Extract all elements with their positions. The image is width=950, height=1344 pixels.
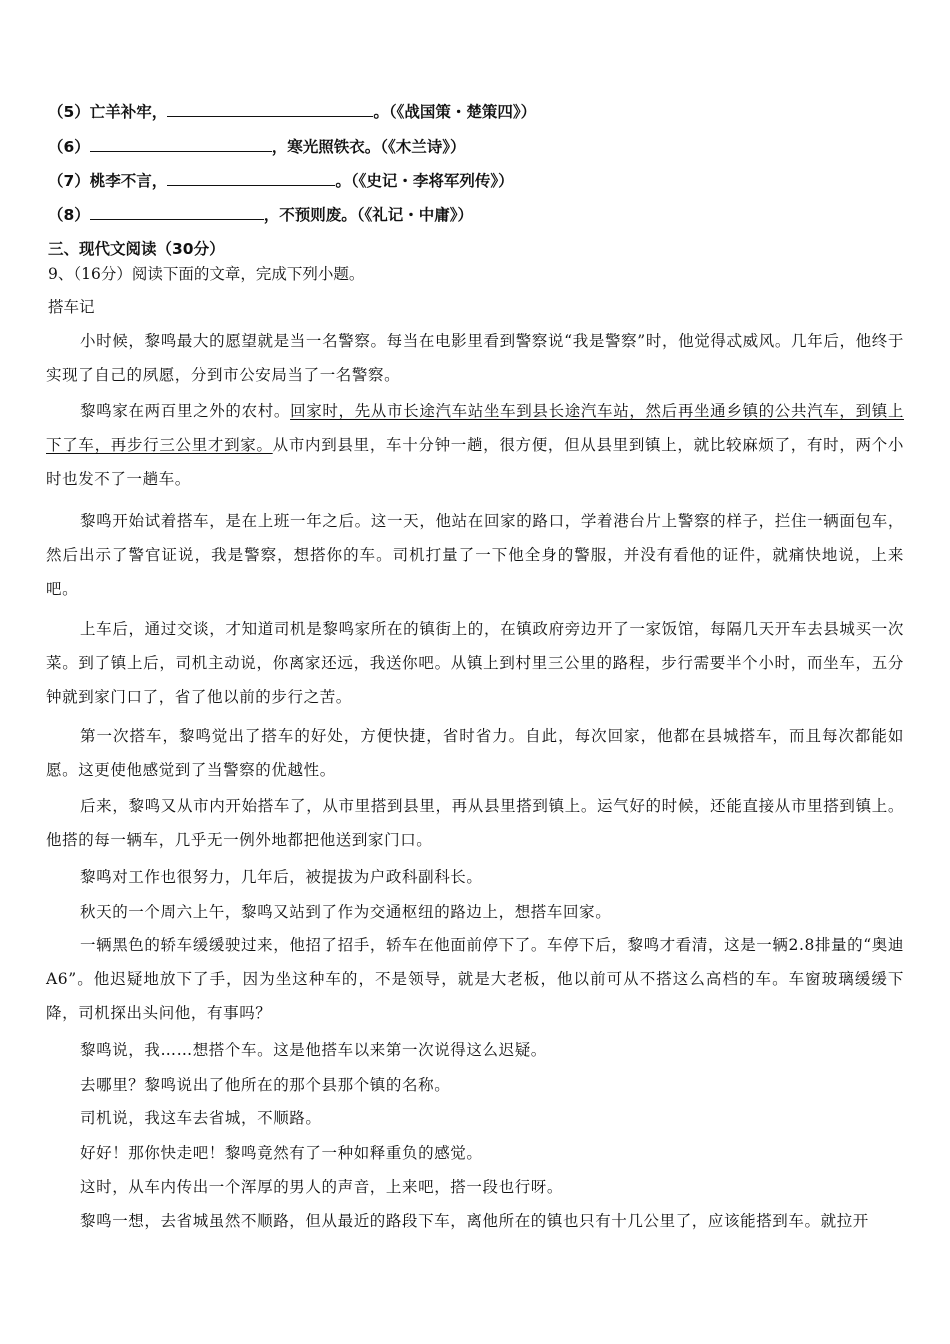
- answer-blank[interactable]: [90, 137, 272, 152]
- article-title: 搭车记: [48, 298, 95, 316]
- underlined-passage: 回家时，先从市长途汽车站坐车到县长途汽车站，然后再坐通乡镇的公共汽车，到镇上下了车，再步行三公里才到家。: [46, 402, 904, 454]
- fill-in-6: [48, 137, 466, 157]
- paragraph-2-rest: 从市内到县里，车十分钟一趟，很方便，但从县里到镇上，就比较麻烦了，有时，两个小时也发不了一趟车。: [46, 436, 905, 488]
- paragraph-13: 好好！那你快走吧！黎鸣竟然有了一种如释重负的感觉。: [80, 1144, 483, 1162]
- item-source: ，寒光照铁衣。（《木兰诗》）: [271, 138, 466, 156]
- item-number: （6）: [48, 138, 90, 156]
- item-source: ，不预则废。（《礼记・中庸》）: [263, 206, 474, 224]
- answer-blank[interactable]: [90, 205, 264, 220]
- item-number: （5）: [48, 103, 90, 121]
- answer-blank[interactable]: [167, 102, 373, 117]
- paragraph-7: 黎鸣对工作也很努力，几年后，被提拔为户政科副科长。: [80, 868, 483, 886]
- paragraph-15: 黎鸣一想，去省城虽然不顺路，但从最近的路段下车，离他所在的镇也只有十几公里了，应该能搭到车。就拉开: [80, 1212, 869, 1230]
- paragraph-8: 秋天的一个周六上午，黎鸣又站到了作为交通枢纽的路边上，想搭车回家。: [80, 903, 612, 921]
- paragraph-14: 这时，从车内传出一个浑厚的男人的声音，上来吧，搭一段也行呀。: [80, 1178, 564, 1196]
- fill-in-7: [48, 171, 514, 191]
- paragraph-10: 黎鸣说，我……想搭个车。这是他搭车以来第一次说得这么迟疑。: [80, 1041, 547, 1059]
- answer-blank[interactable]: [167, 171, 335, 186]
- paragraph-5: 第一次搭车，黎鸣觉出了搭车的好处，方便快捷，省时省力。自此，每次回家，他都在县城搭车，而且每次都能如愿。这更使他感觉到了当警察的优越性。: [46, 727, 904, 779]
- paragraph-1: 小时候，黎鸣最大的愿望就是当一名警察。每当在电影里看到警察说“我是警察”时，他觉得忒威风。几年后，他终于实现了自己的夙愿，分到市公安局当了一名警察。: [46, 332, 904, 384]
- item-prefix: 亡羊补牢，: [89, 103, 168, 121]
- paragraph-12: 司机说，我这车去省城，不顺路。: [80, 1109, 322, 1127]
- item-source: 。（《史记・李将军列传》）: [335, 172, 514, 190]
- paragraph-11: 去哪里？黎鸣说出了他所在的那个县那个镇的名称。: [80, 1076, 451, 1094]
- item-source: 。（《战国策・楚策四》）: [373, 103, 537, 121]
- paragraph-2: [46, 394, 904, 496]
- fill-in-8: [48, 205, 473, 225]
- item-number: （8）: [48, 206, 90, 224]
- paragraph-9: 一辆黑色的轿车缓缓驶过来，他招了招手，轿车在他面前停下了。车停下后，黎鸣才看清，这是一辆2.8排量的“奥迪A6”。他迟疑地放下了手，因为坐这种车的，不是领导，就是大老板，他以前可从不搭这么高档的车。车窗玻璃缓缓下降，司机探出头问他，有事吗？: [46, 936, 904, 1022]
- paragraph-3: 黎鸣开始试着搭车，是在上班一年之后。这一天，他站在回家的路口，学着港台片上警察的样子，拦住一辆面包车，然后出示了警官证说，我是警察，想搭你的车。司机打量了一下他全身的警服，并没有看他的证件，就痛快地说，上来吧。: [46, 512, 904, 598]
- item-prefix: 桃李不言，: [89, 172, 168, 190]
- section-heading: 三、现代文阅读（30分）: [48, 240, 225, 258]
- fill-in-5: [48, 102, 536, 122]
- paragraph-2-lead: 黎鸣家在两百里之外的农村。: [80, 402, 291, 420]
- item-number: （7）: [48, 172, 90, 190]
- paragraph-4: 上车后，通过交谈，才知道司机是黎鸣家所在的镇街上的，在镇政府旁边开了一家饭馆，每隔几天开车去县城买一次菜。到了镇上后，司机主动说，你离家还远，我送你吧。从镇上到村里三公里的路程，步行需要半个小时，而坐车，五分钟就到家门口了，省了他以前的步行之苦。: [46, 620, 904, 706]
- paragraph-6: 后来，黎鸣又从市内开始搭车了，从市里搭到县里，再从县里搭到镇上。运气好的时候，还能直接从市里搭到镇上。他搭的每一辆车，几乎无一例外地都把他送到家门口。: [46, 797, 904, 849]
- question-prompt: 9、（16分）阅读下面的文章，完成下列小题。: [48, 265, 365, 283]
